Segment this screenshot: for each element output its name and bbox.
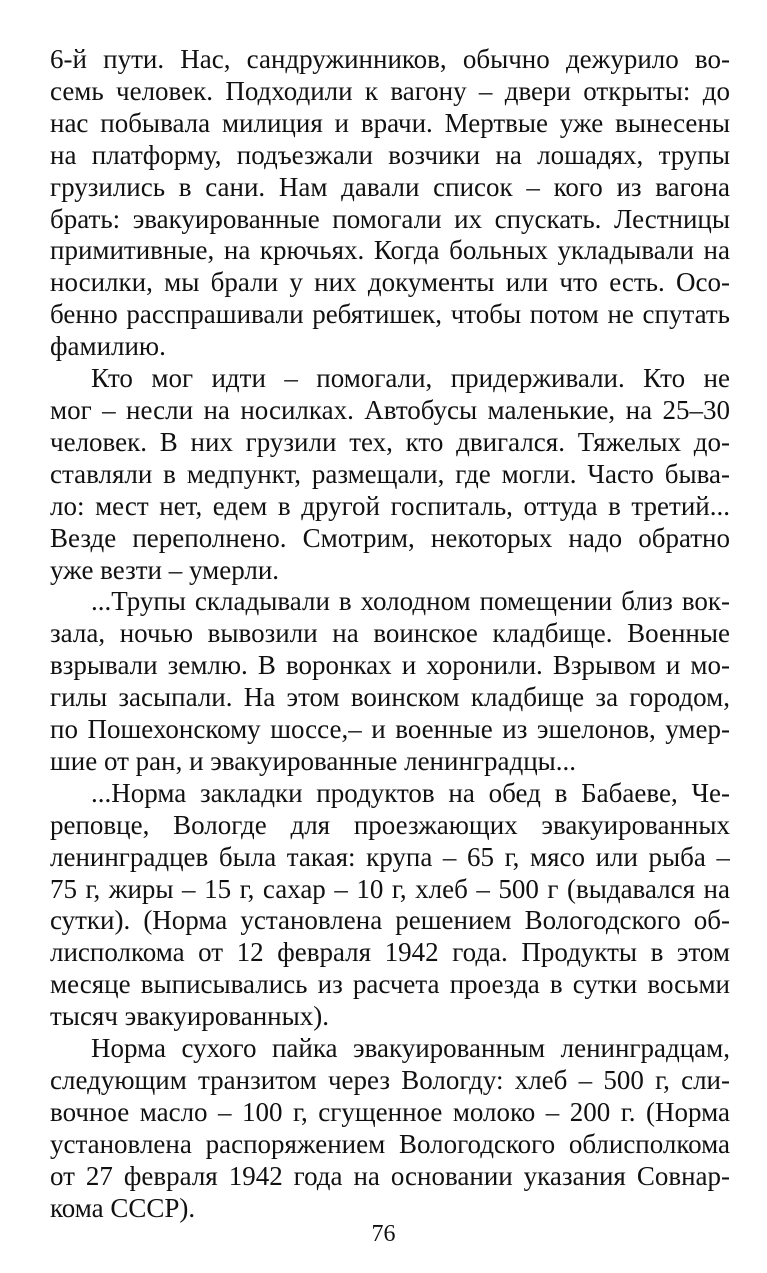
text-line: вочное масло – 100 г, сгущенное молоко – 200 г. (Норма xyxy=(50,1096,730,1127)
text-line: человек. В них грузили тех, кто двигался. Тяжелых до- xyxy=(50,426,730,457)
text-line: ...Норма закладки продуктов на обед в Бабаеве, Че- xyxy=(91,777,730,808)
text-line: ленинградцев была такая: крупа – 65 г, мясо или рыба – xyxy=(50,841,730,872)
text-line: нас побывала милиция и врачи. Мертвые уже вынесены xyxy=(50,107,730,138)
paragraph-5 xyxy=(50,1033,730,1224)
text-line: по Пошехонскому шоссе,– и военные из эшелонов, умер- xyxy=(50,714,730,745)
paragraph-3 xyxy=(50,586,730,777)
paragraph-2 xyxy=(50,363,730,586)
text-line: месяце выписывались из расчета проезда в сутки восьми xyxy=(50,969,730,1000)
text-line: грузились в сани. Нам давали список – кого из вагона xyxy=(50,171,730,202)
text-line: установлена распоряжением Вологодского облисполкома xyxy=(50,1128,730,1159)
text-line: фамилию. xyxy=(50,331,166,362)
page-body xyxy=(50,44,730,1225)
text-line: зала, ночью вывозили на воинское кладбище. Военные xyxy=(50,618,730,649)
paragraph-4 xyxy=(50,778,730,1033)
text-line: семь человек. Подходили к вагону – двери открыты: до xyxy=(50,75,730,106)
text-line: ставляли в медпункт, размещали, где могли. Часто быва- xyxy=(50,458,730,489)
text-line: Норма сухого пайка эвакуированным ленинградцам, xyxy=(91,1033,730,1064)
text-line: тысяч эвакуированных). xyxy=(50,1001,329,1032)
paragraph-1 xyxy=(50,44,730,363)
text-line: ...Трупы складывали в холодном помещении близ вок- xyxy=(91,586,730,617)
text-line: мог – несли на носилках. Автобусы маленькие, на 25–30 xyxy=(50,394,730,425)
text-line: 6-й пути. Нас, сандружинников, обычно дежурило во- xyxy=(50,44,730,74)
text-line: реповце, Вологде для проезжающих эвакуированных xyxy=(50,809,730,840)
text-line: шие от ран, и эвакуированные ленинградцы... xyxy=(50,745,577,776)
text-line: примитивные, на крючьях. Когда больных укладывали на xyxy=(50,235,730,266)
text-line: Кто мог идти – помогали, придерживали. Кто не xyxy=(91,363,730,394)
text-line: гилы засыпали. На этом воинском кладбище за городом, xyxy=(50,682,730,713)
text-line: взрывали землю. В воронках и хоронили. Взрывом и мо- xyxy=(50,650,730,681)
text-line: следующим транзитом через Вологду: хлеб – 500 г, сли- xyxy=(50,1065,730,1095)
text-line: кома СССР). xyxy=(50,1192,196,1223)
text-line: на платформу, подъезжали возчики на лошадях, трупы xyxy=(50,139,730,170)
text-line: уже везти – умерли. xyxy=(50,554,280,585)
page-number: 76 xyxy=(371,1221,396,1247)
text-line: носилки, мы брали у них документы или что есть. Осо- xyxy=(50,267,730,298)
text-line: 75 г, жиры – 15 г, сахар – 10 г, хлеб – 500 г (выдавался на xyxy=(50,873,730,904)
text-line: сутки). (Норма установлена решением Вологодского об- xyxy=(50,905,730,936)
text-line: Везде переполнено. Смотрим, некоторых надо обратно xyxy=(50,522,730,553)
text-line: ло: мест нет, едем в другой госпиталь, оттуда в третий... xyxy=(50,490,730,521)
text-line: от 27 февраля 1942 года на основании указания Совнар- xyxy=(50,1160,730,1191)
text-line: лисполкома от 12 февраля 1942 года. Продукты в этом xyxy=(50,937,730,968)
text-line: брать: эвакуированные помогали их спускать. Лестницы xyxy=(50,203,730,234)
text-line: бенно расспрашивали ребятишек, чтобы потом не спутать xyxy=(50,299,730,330)
